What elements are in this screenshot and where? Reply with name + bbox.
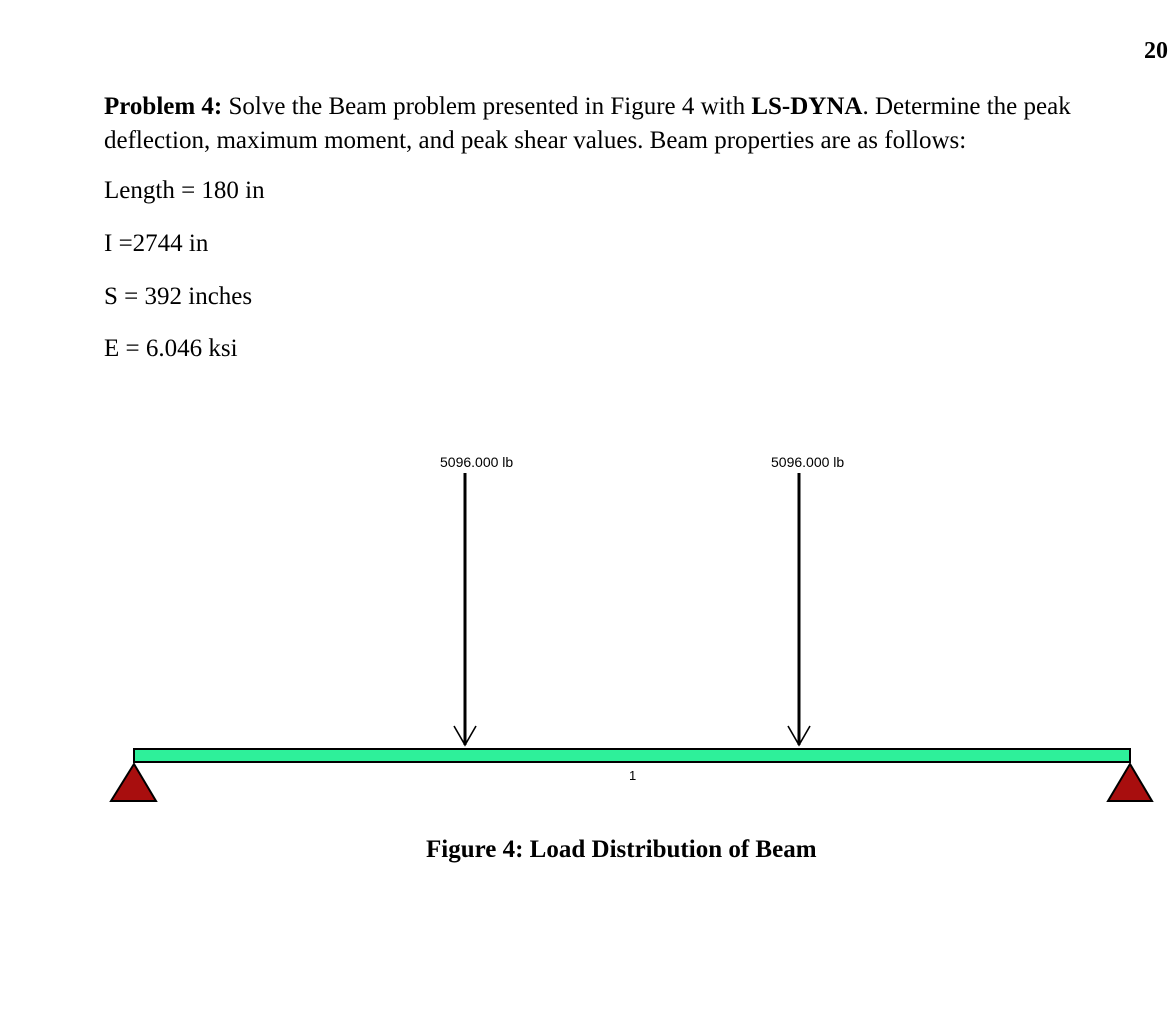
property-elastic-modulus: E = 6.046 ksi <box>104 335 238 362</box>
load-label-2: 5096.000 lb <box>771 454 845 470</box>
problem-text-2: . Determine the peak <box>862 93 1071 120</box>
property-section-modulus: S = 392 inches <box>104 283 253 310</box>
figure-caption: Figure 4: Load Distribution of Beam <box>426 836 817 863</box>
software-name: LS-DYNA <box>751 93 863 120</box>
beam <box>134 749 1130 762</box>
page-number: 20 <box>1144 38 1168 64</box>
property-length: Length = 180 in <box>104 177 265 204</box>
problem-text-1: Solve the Beam problem presented in Figure 4 with <box>222 93 752 120</box>
element-label: 1 <box>629 768 637 783</box>
left-support <box>111 764 156 801</box>
load-label-1: 5096.000 lb <box>440 454 514 470</box>
right-support <box>1108 764 1152 801</box>
problem-label: Problem 4: <box>104 93 223 120</box>
problem-line-2: deflection, maximum moment, and peak shear values. Beam properties are as follows: <box>104 127 967 154</box>
property-moment-of-inertia: I =2744 in <box>104 230 209 257</box>
